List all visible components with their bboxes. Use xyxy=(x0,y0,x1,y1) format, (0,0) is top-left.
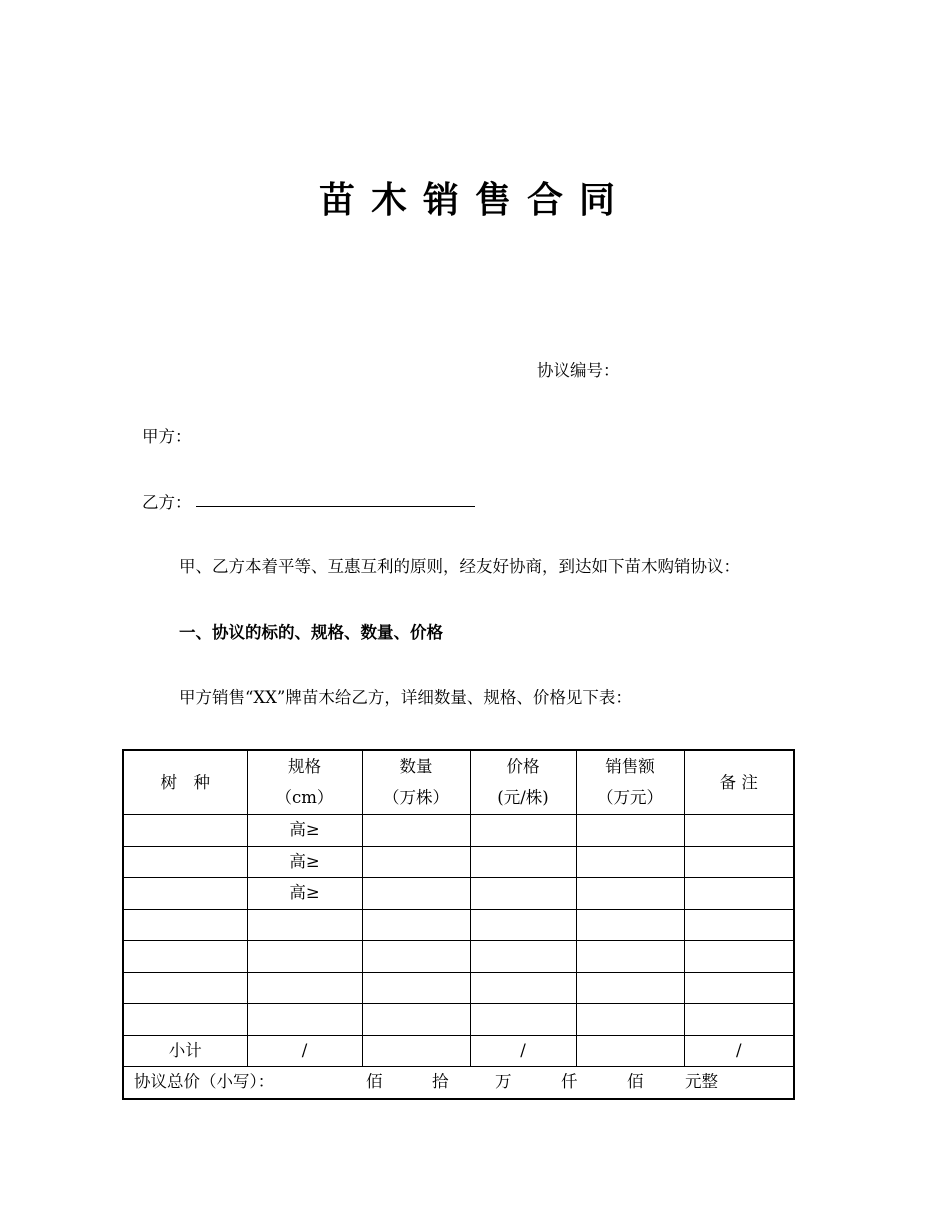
table-cell[interactable] xyxy=(362,941,470,973)
document-title: 苗木销售合同 xyxy=(318,180,631,221)
table-cell[interactable] xyxy=(470,1004,576,1036)
table-cell[interactable] xyxy=(123,878,247,910)
section-1-heading: 一、协议的标的、规格、数量、价格 xyxy=(179,623,443,642)
table-cell[interactable] xyxy=(123,1004,247,1036)
table-row xyxy=(123,1004,794,1036)
table-cell[interactable] xyxy=(123,846,247,878)
party-a-label: 甲方： xyxy=(142,427,192,446)
header-remarks: 备 注 xyxy=(684,750,794,815)
table-cell[interactable] xyxy=(247,941,362,973)
table-row xyxy=(123,878,794,910)
table-cell[interactable] xyxy=(684,846,794,878)
header-price: 价格 (元/株) xyxy=(470,750,576,815)
table-cell[interactable] xyxy=(470,909,576,941)
table-cell[interactable] xyxy=(247,1004,362,1036)
table-cell[interactable] xyxy=(576,1004,684,1036)
table-cell[interactable] xyxy=(247,972,362,1004)
total-price-label: 协议总价（小写）： xyxy=(134,1072,275,1092)
contract-table xyxy=(122,749,795,1100)
table-cell[interactable] xyxy=(123,815,247,847)
party-b-label: 乙方： xyxy=(142,493,192,512)
intro-paragraph: 甲、乙方本着平等、互惠互利的原则，经友好协商，到达如下苗木购销协议： xyxy=(179,557,740,576)
table-cell[interactable] xyxy=(470,878,576,910)
table-cell[interactable] xyxy=(576,909,684,941)
unit-label: 佰 xyxy=(627,1072,644,1092)
table-cell[interactable] xyxy=(576,941,684,973)
table-row xyxy=(123,972,794,1004)
table-cell[interactable] xyxy=(470,941,576,973)
table-cell[interactable] xyxy=(576,1035,684,1067)
total-price-cell[interactable] xyxy=(123,1067,794,1099)
party-b-underline[interactable] xyxy=(196,506,475,507)
table-cell[interactable] xyxy=(123,972,247,1004)
table-cell: / xyxy=(470,1035,576,1067)
table-cell[interactable] xyxy=(362,815,470,847)
header-quantity: 数量 （万株） xyxy=(362,750,470,815)
table-cell[interactable] xyxy=(362,1004,470,1036)
table-row xyxy=(123,909,794,941)
table-cell[interactable] xyxy=(684,972,794,1004)
table-cell: / xyxy=(247,1035,362,1067)
table-cell[interactable] xyxy=(576,972,684,1004)
table-cell[interactable] xyxy=(470,972,576,1004)
unit-label: 拾 xyxy=(432,1072,449,1092)
table-cell[interactable] xyxy=(123,909,247,941)
table-cell[interactable] xyxy=(684,815,794,847)
table-cell[interactable] xyxy=(576,846,684,878)
agreement-number-label: 协议编号： xyxy=(537,361,620,380)
table-cell[interactable]: 高≥ xyxy=(247,815,362,847)
table-cell[interactable]: 高≥ xyxy=(247,846,362,878)
table-row xyxy=(123,846,794,878)
table-cell[interactable] xyxy=(684,909,794,941)
sale-description: 甲方销售“XX”牌苗木给乙方，详细数量、规格、价格见下表： xyxy=(179,688,632,707)
table-cell: / xyxy=(684,1035,794,1067)
subtotal-row xyxy=(123,1035,794,1067)
table-cell[interactable] xyxy=(684,941,794,973)
table-cell[interactable] xyxy=(470,815,576,847)
table-cell[interactable]: 高≥ xyxy=(247,878,362,910)
table-cell[interactable] xyxy=(576,815,684,847)
unit-label: 万 xyxy=(495,1072,512,1092)
table-row xyxy=(123,815,794,847)
table-row xyxy=(123,941,794,973)
header-tree-species: 树 种 xyxy=(123,750,247,815)
table-cell[interactable] xyxy=(362,846,470,878)
table-cell[interactable] xyxy=(576,878,684,910)
unit-label: 元整 xyxy=(685,1072,718,1092)
table-cell[interactable] xyxy=(362,909,470,941)
header-spec: 规格 （cm） xyxy=(247,750,362,815)
unit-label: 仟 xyxy=(561,1072,578,1092)
table-cell[interactable] xyxy=(684,878,794,910)
total-row xyxy=(123,1067,794,1099)
subtotal-label: 小计 xyxy=(123,1035,247,1067)
header-sales-amount: 销售额 （万元） xyxy=(576,750,684,815)
table-cell[interactable] xyxy=(362,972,470,1004)
table-cell[interactable] xyxy=(470,846,576,878)
table-cell[interactable] xyxy=(123,941,247,973)
table-cell[interactable] xyxy=(684,1004,794,1036)
table-cell[interactable] xyxy=(362,878,470,910)
table-header-row xyxy=(123,750,794,815)
table-cell[interactable] xyxy=(362,1035,470,1067)
table-cell[interactable] xyxy=(247,909,362,941)
unit-label: 佰 xyxy=(366,1072,383,1092)
